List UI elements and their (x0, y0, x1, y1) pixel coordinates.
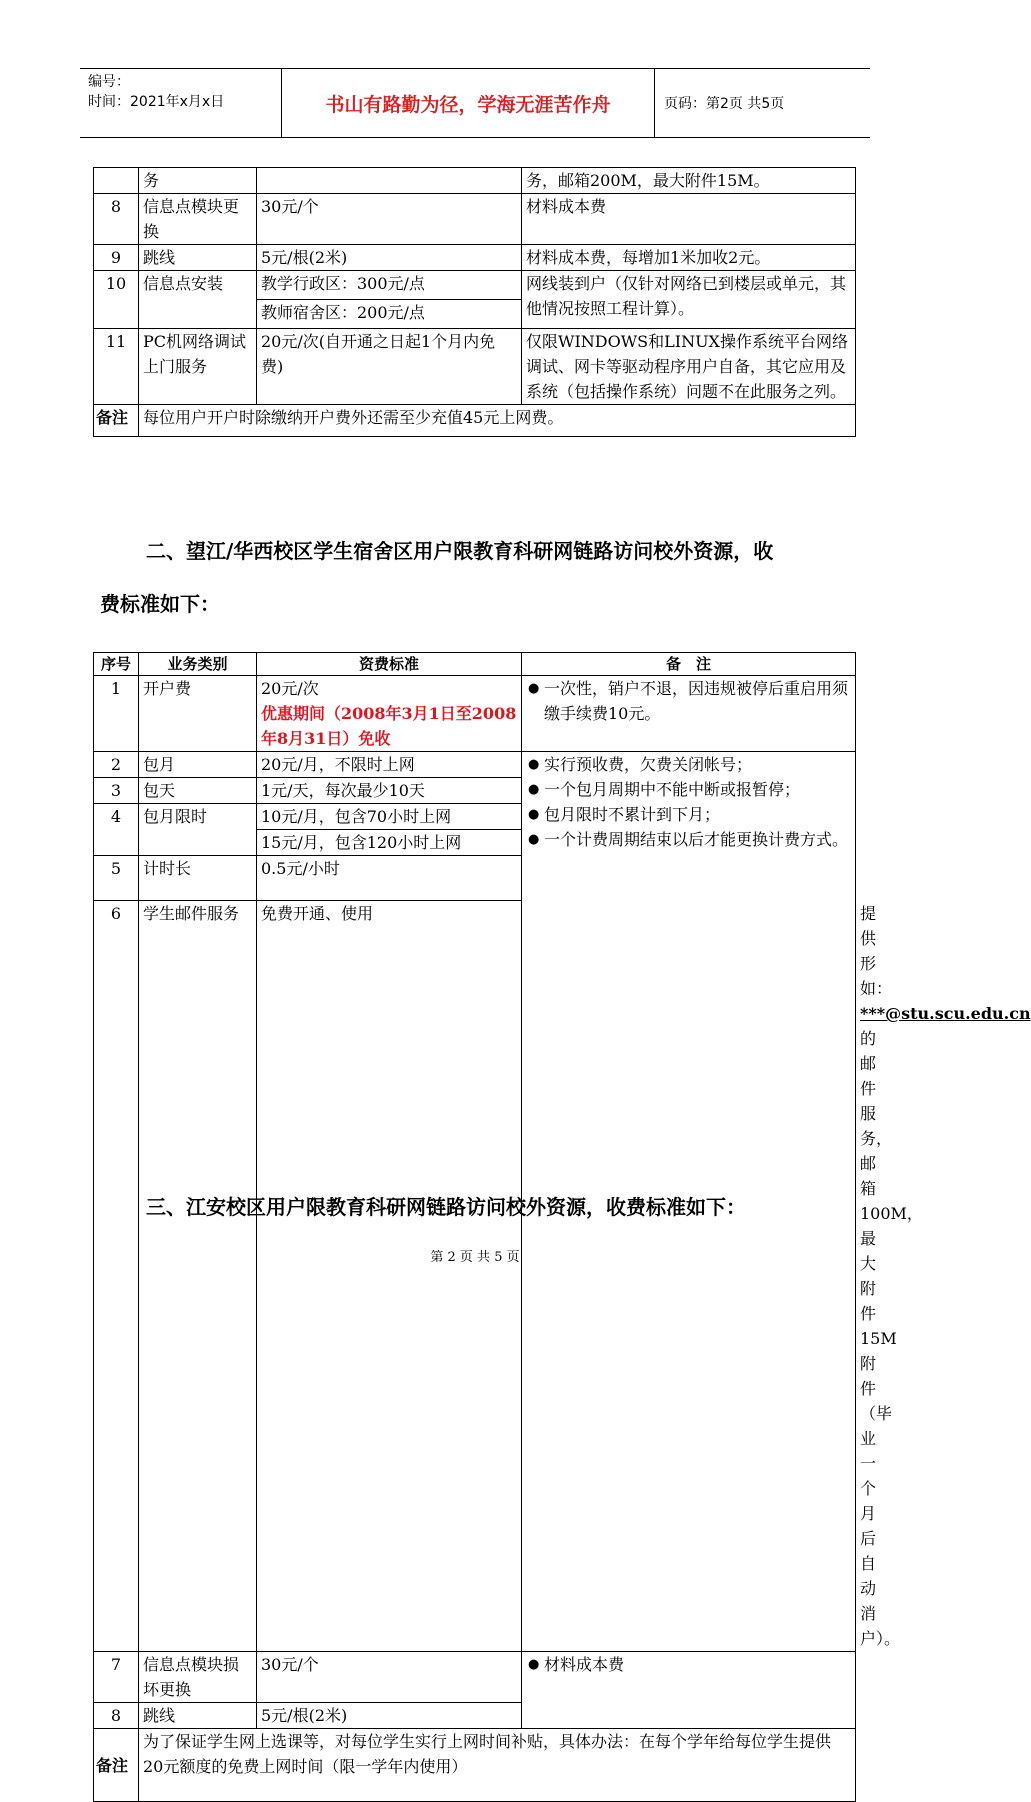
cell-fee: 30元/个 (257, 1652, 522, 1703)
note-bullet: ● 一个计费周期结束以后才能更换计费方式。 (526, 827, 851, 852)
cell-fee: 20元/月，不限时上网 (257, 752, 522, 778)
cell-type: 信息点模块更换 (139, 194, 257, 245)
cell-type: 包天 (139, 778, 257, 804)
cell-fee: 5元/根(2米) (257, 1703, 522, 1729)
table-row (94, 1652, 856, 1703)
note-bullet: ● 一次性，销户不退，因违规被停后重启用须缴手续费10元。 (526, 676, 851, 726)
cell-fee: 10元/月，包含70小时上网 (257, 804, 522, 830)
cell-no: 1 (94, 676, 139, 752)
cell-type: 学生邮件服务 (139, 901, 257, 1652)
promo-text: 优惠期间（2008年3月1日至2008年8月31日）免收 (261, 704, 517, 748)
cell-fee: 30元/个 (257, 194, 522, 245)
cell-fee: 0.5元/小时 (257, 856, 522, 901)
cell-no: 3 (94, 778, 139, 804)
cell-no: 5 (94, 856, 139, 901)
section-2-heading (100, 537, 860, 565)
cell-type: PC机网络调试上门服务 (139, 329, 257, 405)
remark-label: 备注 (94, 405, 139, 437)
cell-no: 9 (94, 245, 139, 271)
cell-fee: 1元/天，每次最少10天 (257, 778, 522, 804)
cell-note: 材料成本费 (522, 194, 856, 245)
fee-table-2 (93, 652, 1031, 1802)
cell-fee: 20元/次(自开通之日起1个月内免费) (257, 329, 522, 405)
note-bullet: ● 实行预收费，欠费关闭帐号； (526, 752, 851, 777)
cell-note: 仅限WINDOWS和LINUX操作系统平台网络调试、网卡等驱动程序用户自备，其它应用及系统（包括操作系统）问题不在此服务之列。 (522, 329, 856, 405)
cell-note: 网线装到户（仅针对网络已到楼层或单元，其他情况按照工程计算）。 (522, 271, 856, 329)
header-page: 页码：第2页 共5页 (664, 96, 785, 112)
note-bullet: ● 一个包月周期中不能中断或报暂停； (526, 777, 851, 802)
cell-note (522, 1652, 856, 1729)
header-fee: 资费标准 (257, 653, 522, 676)
note-suffix: 的邮件服务，邮箱100M，最大附件15M附件（毕业一个月后自动消户）。 (860, 1029, 923, 1648)
cell-fee: 教学行政区：300元/点 (257, 271, 522, 300)
cell-no: 8 (94, 1703, 139, 1729)
fee-text: 20元/次 (261, 679, 319, 698)
remark-text: 每位用户开户时除缴纳开户费外还需至少充值45元上网费。 (139, 405, 856, 437)
section-2-heading-line1: 二、望江/华西校区学生宿舍区用户限教育科研网链路访问校外资源，收 (146, 539, 774, 563)
cell-fee: 15元/月，包含120小时上网 (257, 830, 522, 856)
cell-fee: 免费开通、使用 (257, 901, 522, 1652)
header-note: 备 注 (522, 653, 856, 676)
table-row (94, 245, 856, 271)
cell-no: 2 (94, 752, 139, 778)
page-header (80, 68, 870, 138)
fee-table-1 (93, 167, 856, 437)
cell-type: 信息点模块损坏更换 (139, 1652, 257, 1703)
cell-fee: 5元/根(2米) (257, 245, 522, 271)
cell-no: 11 (94, 329, 139, 405)
table-row (94, 194, 856, 245)
cell-fee (257, 168, 522, 194)
note-bullet: ● 材料成本费 (526, 1652, 851, 1677)
cell-type: 跳线 (139, 245, 257, 271)
cell-type: 务 (139, 168, 257, 194)
cell-no: 10 (94, 271, 139, 329)
header-motto: 书山有路勤为径，学海无涯苦作舟 (282, 69, 655, 137)
cell-note: 材料成本费，每增加1米加收2元。 (522, 245, 856, 271)
header-meta (80, 69, 282, 137)
section-2-heading-cont (100, 590, 860, 618)
cell-note: 务，邮箱200M，最大附件15M。 (522, 168, 856, 194)
table-row (94, 1729, 856, 1802)
cell-no: 8 (94, 194, 139, 245)
cell-type: 信息点安装 (139, 271, 257, 329)
email-link[interactable]: ***@stu.scu.edu.cn (860, 1004, 1031, 1023)
table-row (94, 271, 856, 300)
cell-no: 6 (94, 901, 139, 1652)
cell-type: 计时长 (139, 856, 257, 901)
table-row (94, 329, 856, 405)
table-row (94, 752, 856, 778)
cell-no: 7 (94, 1652, 139, 1703)
cell-fee: 教师宿舍区：200元/点 (257, 300, 522, 329)
table-row (94, 405, 856, 437)
cell-type: 开户费 (139, 676, 257, 752)
table-row (94, 168, 856, 194)
cell-no: 4 (94, 804, 139, 856)
cell-fee (257, 676, 522, 752)
section-2-heading-line2: 费标准如下： (100, 592, 220, 616)
cell-type: 跳线 (139, 1703, 257, 1729)
cell-note (522, 676, 856, 752)
cell-type: 包月限时 (139, 804, 257, 856)
remark-text: 为了保证学生网上选课等，对每位学生实行上网时间补贴，具体办法：在每个学年给每位学生提供20元额度的免费上网时间（限一学年内使用） (139, 1729, 856, 1802)
table-row (94, 676, 856, 752)
note-prefix: 提供形如： (860, 904, 893, 998)
header-number: 编号： (88, 74, 130, 90)
note-bullet: ● 包月限时不累计到下月； (526, 802, 851, 827)
header-time: 时间：2021年x月x日 (88, 94, 225, 110)
section-3-heading: 三、江安校区用户限教育科研网链路访问校外资源，收费标准如下： (146, 1195, 746, 1219)
header-no: 序号 (94, 653, 139, 676)
table-header-row (94, 653, 856, 676)
remark-label: 备注 (94, 1729, 139, 1802)
page-footer: 第 2 页 共 5 页 (430, 1250, 520, 1265)
cell-type: 包月 (139, 752, 257, 778)
header-type: 业务类别 (139, 653, 257, 676)
cell-no (94, 168, 139, 194)
